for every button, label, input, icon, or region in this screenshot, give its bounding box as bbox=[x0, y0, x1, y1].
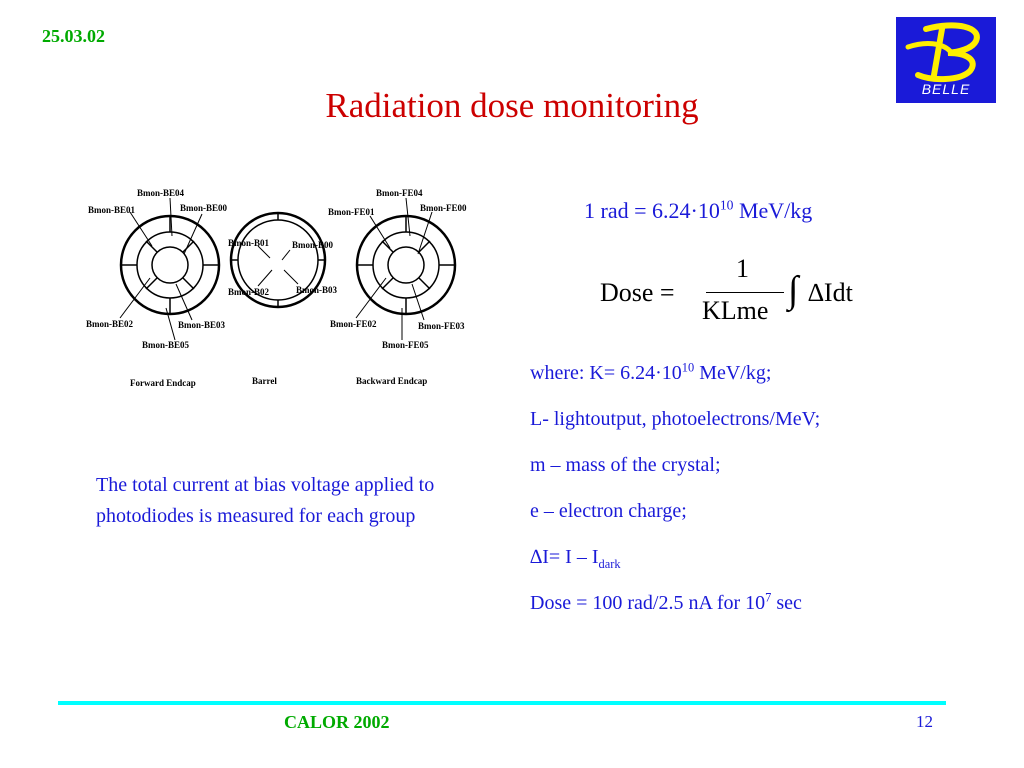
definition-k-exponent: 10 bbox=[681, 360, 695, 375]
label-bmon-fe04: Bmon-FE04 bbox=[376, 188, 423, 198]
label-bmon-b03: Bmon-B03 bbox=[296, 285, 338, 295]
label-bmon-fe01: Bmon-FE01 bbox=[328, 207, 375, 217]
rad-exponent: 10 bbox=[719, 197, 734, 213]
definition-delta-i-subscript: dark bbox=[598, 557, 621, 571]
label-bmon-fe03: Bmon-FE03 bbox=[418, 321, 465, 331]
definition-delta-i-prefix: ∆I= I – I bbox=[530, 546, 599, 568]
definition-dose-exponent: 7 bbox=[765, 590, 772, 605]
footer-conference: CALOR 2002 bbox=[284, 712, 390, 732]
formula-numerator: 1 bbox=[736, 254, 749, 283]
fraction-bar bbox=[706, 292, 784, 293]
logo-text: BELLE bbox=[921, 81, 971, 97]
label-bmon-fe02: Bmon-FE02 bbox=[330, 319, 377, 329]
integral-sign: ∫ bbox=[788, 269, 799, 311]
page-number: 12 bbox=[916, 712, 933, 731]
footer-divider bbox=[58, 701, 946, 705]
label-bmon-fe05: Bmon-FE05 bbox=[382, 340, 429, 350]
caption-backward-endcap: Backward Endcap bbox=[356, 376, 428, 386]
label-bmon-b02: Bmon-B02 bbox=[228, 287, 270, 297]
definition-dose-prefix: Dose = 100 rad/2.5 nA for 10 bbox=[530, 592, 766, 614]
rad-definition bbox=[584, 198, 812, 224]
caption-barrel: Barrel bbox=[252, 376, 277, 386]
definition-k bbox=[530, 360, 820, 406]
definition-e: e – electron charge; bbox=[530, 500, 687, 522]
backward-endcap-diagram bbox=[328, 188, 467, 386]
formula-denominator: KLme bbox=[702, 296, 769, 325]
label-bmon-be05: Bmon-BE05 bbox=[142, 340, 190, 350]
barrel-diagram bbox=[228, 213, 338, 386]
label-bmon-be03: Bmon-BE03 bbox=[178, 320, 226, 330]
label-bmon-fe00: Bmon-FE00 bbox=[420, 203, 467, 213]
current-measurement-note: The total current at bias voltage applied to photodiodes is measured for each group bbox=[96, 474, 435, 527]
slide-date: 25.03.02 bbox=[42, 26, 105, 46]
definition-k-suffix: MeV/kg; bbox=[694, 362, 772, 384]
definition-k-prefix: where: K= 6.24·10 bbox=[530, 362, 682, 384]
label-bmon-b01: Bmon-B01 bbox=[228, 238, 270, 248]
definition-m: m – mass of the crystal; bbox=[530, 454, 721, 476]
definition-delta-i bbox=[530, 544, 820, 590]
bmon-layout-diagram bbox=[80, 180, 490, 400]
definition-l: L- lightoutput, photoelectrons/MeV; bbox=[530, 408, 821, 430]
formula-lhs: Dose = bbox=[600, 278, 675, 307]
definitions-list bbox=[530, 360, 820, 636]
dose-formula bbox=[600, 252, 880, 332]
formula-integrand: ∆Idt bbox=[808, 278, 853, 307]
page-title: Radiation dose monitoring bbox=[325, 86, 699, 125]
rad-prefix: 1 rad = 6.24·10 bbox=[584, 198, 720, 223]
caption-forward-endcap: Forward Endcap bbox=[130, 378, 196, 388]
label-bmon-be04: Bmon-BE04 bbox=[137, 188, 185, 198]
rad-suffix: MeV/kg bbox=[733, 198, 813, 223]
label-bmon-be00: Bmon-BE00 bbox=[180, 203, 228, 213]
forward-endcap-diagram bbox=[86, 188, 228, 388]
label-bmon-be01: Bmon-BE01 bbox=[88, 205, 136, 215]
label-bmon-b00: Bmon-B00 bbox=[292, 240, 334, 250]
definition-dose-suffix: sec bbox=[771, 592, 802, 614]
definition-dose bbox=[530, 590, 820, 636]
label-bmon-be02: Bmon-BE02 bbox=[86, 319, 134, 329]
